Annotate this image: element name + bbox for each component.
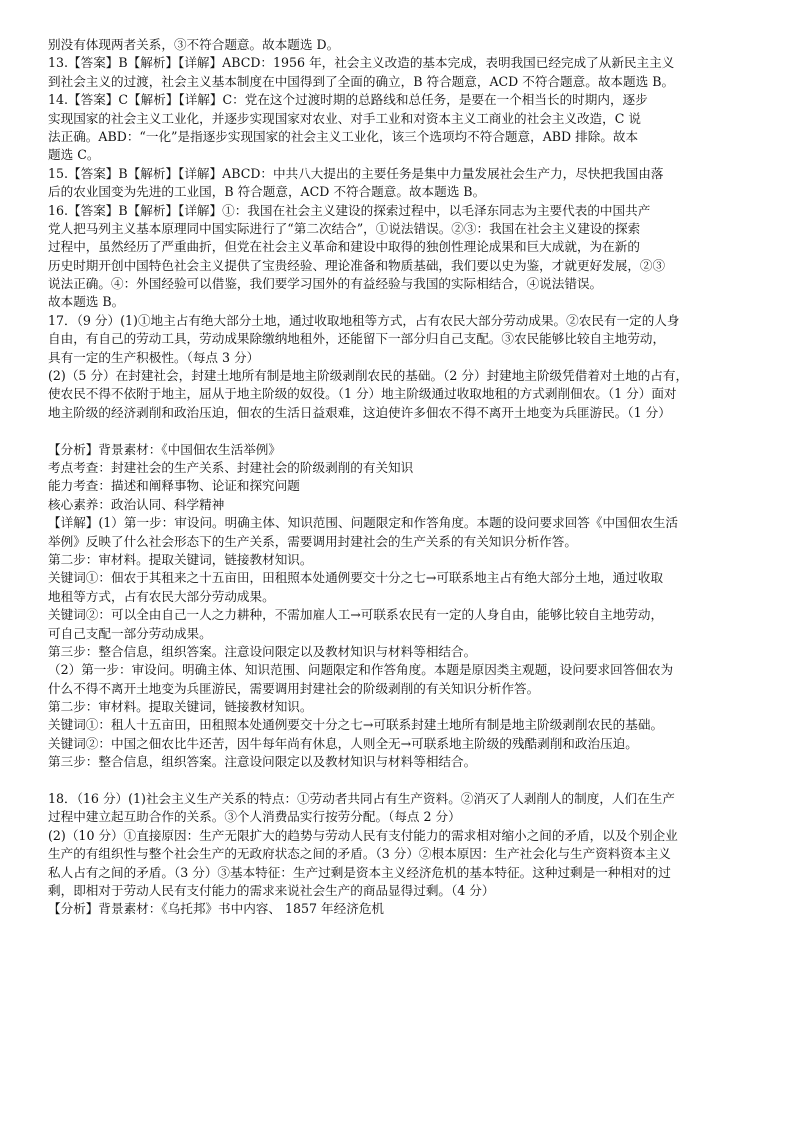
text-line: 18．（16 分）(1)社会主义生产关系的特点：①劳动者共同占有生产资料。②消灭了人剥削人的制度，人们在生产	[48, 791, 675, 807]
text-line: 关键词②：中国之佃农比牛还苦，因牛每年尚有休息，人则全无→可联系地主阶级的残酷剥削和政治压迫。	[48, 735, 638, 751]
text-line: 使农民不得不依附于地主，屈从于地主阶级的奴役。（1 分）地主阶级通过收取地租的方式剥削佃农。（1 分）面对	[48, 386, 677, 402]
text-line: 14.【答案】C【解析】【详解】C：党在这个过渡时期的总路线和总任务，是要在一个相当长的时期内，逐步	[48, 92, 648, 108]
q13-block	[48, 54, 748, 91]
text-line: （2）第一步：审设问。明确主体、知识范围、问题限定和作答角度。本题是原因类主观题，设问要求回答佃农为	[48, 662, 674, 678]
text-line: 自由，有自己的劳动工具，劳动成果除缴纳地租外，还能留下一部分归自己支配。③农民能够比较自主地劳动，	[48, 331, 666, 347]
text-line: 13.【答案】B【解析】【详解】ABCD：1956 年，社会主义改造的基本完成，表明我国已经完成了从新民主主义	[48, 55, 675, 71]
text-line: 到社会主义的过渡，社会主义基本制度在中国得到了全面的确立，B 符合题意，ACD 不符合题意。故本题选 B。	[48, 73, 675, 89]
q18-block	[48, 790, 748, 919]
spacer	[48, 772, 748, 790]
text-line: 法正确。ABD：“一化”是指逐步实现国家的社会主义工业化，该三个选项均不符合题意，ABD 排除。故本	[48, 128, 639, 144]
text-line: 考点考查：封建社会的生产关系、封建社会的阶级剥削的有关知识	[48, 459, 414, 475]
text-line: 具有一定的生产积极性。（每点 3 分）	[48, 349, 260, 365]
q17-answer-block	[48, 312, 748, 422]
text-line: 关键词②：可以全由自己一人之力耕种，不需加雇人工→可联系农民有一定的人身自由，能够比较自主地劳动，	[48, 607, 664, 623]
text-line: 关键词①：佃农于其租来之十五亩田，田租照本处通例要交十分之七→可联系地主占有绝大部分土地，通过收取	[48, 570, 664, 586]
text-line: 16.【答案】B【解析】【详解】①：我国在社会主义建设的探索过程中，以毛泽东同志为主要代表的中国共产	[48, 202, 651, 218]
text-line: 关键词①：租人十五亩田，田租照本处通例要交十分之七→可联系封建土地所有制是地主阶级剥削农民的基础。	[48, 717, 664, 733]
text-line: 【分析】背景素材：《乌托邦》书中内容、 1857 年经济危机	[48, 901, 385, 917]
text-line: 15.【答案】B【解析】【详解】ABCD：中共八大提出的主要任务是集中力量发展社会生产力，尽快把我国由落	[48, 165, 664, 181]
text-line: 生产的有组织性与整个社会生产的无政府状态之间的矛盾。（3 分）②根本原因：生产社会化与生产资料资本主义	[48, 846, 671, 862]
text-line: 说法正确。④：外国经验可以借鉴，我们要学习国外的有益经验与我国的实际相结合，④说法错误。	[48, 276, 603, 292]
q16-block	[48, 202, 748, 312]
q14-block	[48, 91, 748, 165]
text-line: 第三步：整合信息，组织答案。注意设问限定以及教材知识与材料等相结合。	[48, 643, 477, 659]
text-line: 题选 C。	[48, 147, 100, 163]
text-line: 17．（9 分）(1)①地主占有绝大部分土地，通过收取地租等方式，占有农民大部分劳动成果。②农民有一定的人身	[48, 312, 680, 328]
text-line: 历史时期开创中国特色社会主义提供了宝贵经验、理论准备和物质基础，我们要以史为鉴，才就更好发展，②③	[48, 257, 666, 273]
text-line: 第二步：审材料。提取关键词，链接教材知识。	[48, 551, 313, 567]
text-line: (2)（5 分）在封建社会，封建土地所有制是地主阶级剥削农民的基础。（2 分）封建地主阶级凭借着对土地的占有，	[48, 368, 689, 384]
text-line: 什么不得不离开土地变为兵匪游民，需要调用封建社会的阶级剥削的有关知识分析作答。	[48, 680, 540, 696]
text-line: 后的农业国变为先进的工业国，B 符合题意，ACD 不符合题意。故本题选 B。	[48, 184, 486, 200]
text-line: 剩，即相对于劳动人民有支付能力的需求来说社会生产的商品显得过剩。（4 分）	[48, 882, 495, 898]
text-line: 第二步：审材料。提取关键词，链接教材知识。	[48, 699, 313, 715]
text-line: (2)（10 分）①直接原因：生产无限扩大的趋势与劳动人民有支付能力的需求相对缩小之间的矛盾，以及个别企业	[48, 827, 678, 843]
text-line: 过程中，虽然经历了严重曲折，但党在社会主义革命和建设中取得的独创性理论成果和巨大成就，为在新的	[48, 239, 640, 255]
text-line: 核心素养：政治认同、科学精神	[48, 496, 225, 512]
q17-analysis-block	[48, 441, 748, 772]
text-line: 能力考查：描述和阐释事物、论证和探究问题	[48, 478, 300, 494]
text-line: 第三步：整合信息，组织答案。注意设问限定以及教材知识与材料等相结合。	[48, 754, 477, 770]
q15-block	[48, 165, 748, 202]
spacer	[48, 422, 748, 440]
q12-tail-block	[48, 36, 748, 54]
text-line: 过程中建立起互助合作的关系。③个人消费品实行按劳分配。（每点 2 分）	[48, 809, 461, 825]
text-line: 地租等方式，占有农民大部分劳动成果。	[48, 588, 275, 604]
text-line: 可自己支配一部分劳动成果。	[48, 625, 212, 641]
text-line: 地主阶级的经济剥削和政治压迫，佃农的生活日益艰难，这迫使许多佃农不得不离开土地变为兵匪游民。（1 分）	[48, 404, 671, 420]
text-line: 故本题选 B。	[48, 294, 125, 310]
text-line: 实现国家的社会主义工业化，并逐步实现国家对农业、对手工业和对资本主义工商业的社会主义改造，C 说	[48, 110, 641, 126]
text-line: 党人把马列主义基本原理同中国实际进行了“第二次结合”，①说法错误。②③：我国在社会主义建设的探索	[48, 220, 641, 236]
text-line: 【分析】背景素材：《中国佃农生活举例》	[48, 441, 281, 457]
text-line: 【详解】(1）第一步：审设问。明确主体、知识范围、问题限定和作答角度。本题的设问要求回答《中国佃农生活	[48, 515, 679, 531]
text-line: 别没有体现两者关系，③不符合题意。故本题选 D。	[48, 37, 340, 52]
text-line: 举例》反映了什么社会形态下的生产关系，需要调用封建社会的生产关系的有关知识分析作答。	[48, 533, 577, 549]
document-page	[48, 36, 748, 919]
text-line: 私人占有之间的矛盾。（3 分）③基本特征：生产过剩是资本主义经济危机的基本特征。这种过剩是一种相对的过	[48, 864, 671, 880]
